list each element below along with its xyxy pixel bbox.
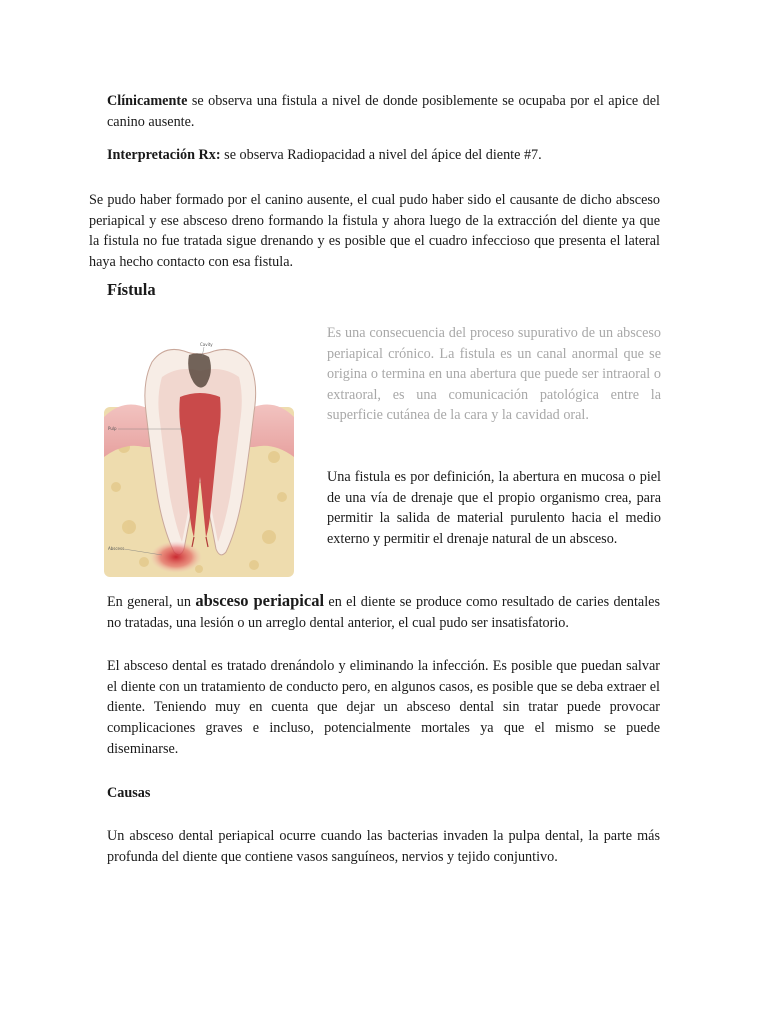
clinical-text: se observa una fistula a nivel de donde posiblemente se ocupaba por el apice del canino ausente. — [107, 93, 660, 130]
intro-paragraph: Se pudo haber formado por el canino ausente, el cual pudo haber sido el causante de dicho absceso periapical y ese absceso dreno formando la fistula y ahora luego de la extracción del diente ya que la fistula no fue tratada sigue drenando y es posible que el cuadro infeccioso que presenta el lateral haya hecho contacto con esa fistula. — [89, 192, 660, 270]
label-pulp: Pulp — [108, 426, 117, 431]
general-paragraph — [107, 591, 660, 633]
general-emphasis: absceso periapical — [195, 591, 325, 610]
clinical-paragraph — [107, 91, 660, 132]
label-abscess: Abscess — [108, 546, 125, 551]
tooth-abscess-illustration — [104, 337, 294, 577]
label-cavity: Cavity — [200, 342, 213, 347]
causas-paragraph: Un absceso dental periapical ocurre cuando las bacterias invaden la pulpa dental, la parte más profunda del diente que contiene vasos sanguíneos, nervios y tejido conjuntivo. — [107, 828, 660, 865]
general-before: En general, un — [107, 594, 196, 610]
treatment-paragraph: El absceso dental es tratado drenándolo y eliminando la infección. Es posible que puedan salvar el diente con un tratamiento de conducto pero, en algunos casos, es posible que se deba extraer el diente. Teniendo muy en cuenta que dejar un absceso dental sin tratar puede provocar complicaciones graves e incluso, potencialmente mortales ya que el mismo se puede diseminarse. — [107, 658, 660, 757]
general-after: en el diente se produce como resultado de caries dentales no tratadas, una lesión o un arreglo dental anterior, el cual pudo ser insatisfatorio. — [107, 594, 660, 631]
clinical-label: Clínicamente — [107, 93, 188, 109]
rx-paragraph — [107, 145, 660, 166]
rx-text: se observa Radiopacidad a nivel del ápice del diente #7. — [220, 147, 542, 163]
fistula-definition-paragraph: Una fistula es por definición, la abertura en mucosa o piel de una vía de drenaje que el propio organismo crea, para permitir la salida de material purulento hacia el medio externo y permitir el drenaje natural de un absceso. — [327, 469, 661, 547]
fistula-grey-paragraph: Es una consecuencia del proceso supurativo de un absceso periapical crónico. La fistula es un canal anormal que se origina o termina en una abertura que puede ser intraoral o extraoral, es una comunicación patológica entre la superficie cutánea de la cara y la cavidad oral. — [327, 325, 661, 424]
causas-heading: Causas — [107, 785, 151, 801]
rx-label: Interpretación Rx: — [107, 147, 221, 163]
fistula-heading: Fístula — [107, 280, 156, 299]
abscess — [150, 541, 202, 573]
